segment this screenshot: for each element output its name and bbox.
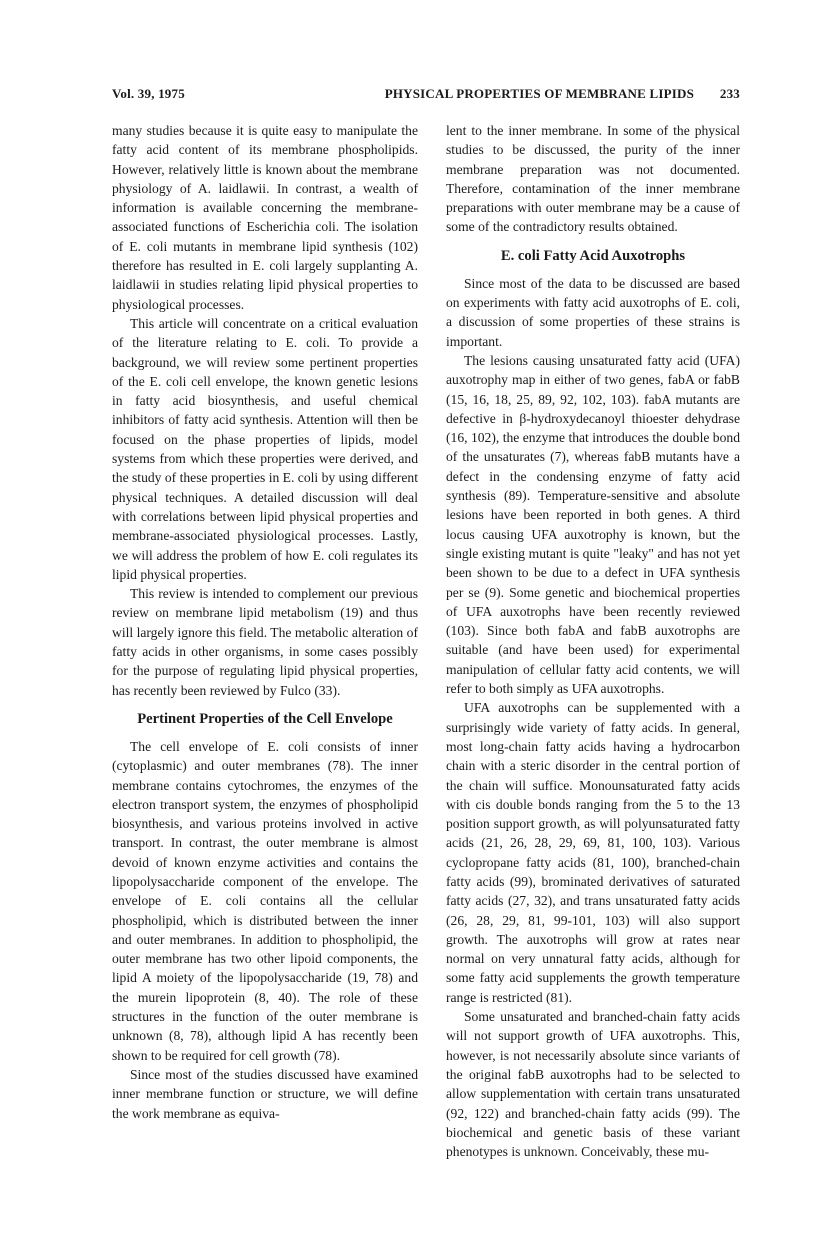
- section-heading-cell-envelope: Pertinent Properties of the Cell Envelope: [137, 710, 393, 727]
- right-paragraph-1: lent to the inner membrane. In some of the physical studies to be discussed, the purity of the inner membrane preparation was not documented. Therefore, contamination of the inner membrane preparations with outer membrane may be a cause of some of the contradictory results obtained.: [446, 123, 740, 235]
- right-column: [446, 121, 740, 1161]
- page-number: 233: [719, 86, 740, 101]
- left-column: [112, 121, 418, 1123]
- left-paragraph-3: This review is intended to complement our previous review on membrane lipid metabolism (19) and thus will largely ignore this field. The metabolic alteration of fatty acids in other organisms, in some cases possibly for the purpose of regulating lipid physical properties, has recently been reviewed by Fulco (33).: [112, 586, 418, 698]
- section-heading-auxotrophs: E. coli Fatty Acid Auxotrophs: [500, 247, 686, 264]
- left-paragraph-2: This article will concentrate on a critical evaluation of the literature relating to E. coli. To provide a background, we will review some pertinent properties of the E. coli cell envelope, the known genetic lesions in fatty acid biosynthesis, and useful chemical inhibitors of fatty acid synthesis. Attention will then be focused on the phase properties of lipids, model systems from which these properties were derived, and the study of these properties in E. coli by using different physical techniques. A detailed discussion will deal with correlations between lipid physical properties and membrane-associated physiological processes. Lastly, we will address the problem of how E. coli regulates its lipid physical properties.: [112, 315, 418, 582]
- right-paragraph-5: Some unsaturated and branched-chain fatty acids will not support growth of UFA auxotrophs. This, however, is not necessarily absolute since variants of the original fabB auxotrophs had to be selected to allow supplementation with certain trans unsaturated (92, 122) and branched-chain fatty acids (99). The biochemical and genetic basis of these variant phenotypes is unknown. Conceivably, these mu-: [446, 1009, 740, 1160]
- left-paragraph-5: Since most of the studies discussed have examined inner membrane function or structure, we will define the work membrane as equiva-: [112, 1066, 418, 1121]
- left-paragraph-4: The cell envelope of E. coli consists of inner (cytoplasmic) and outer membranes (78). The inner membrane contains cytochromes, the enzymes of the electron transport system, the enzymes of phospholipid biosynthesis, and various proteins involved in active transport. In contrast, the outer membrane is almost devoid of known enzyme activities and contains the lipopolysaccharide component of the envelope. The envelope of E. coli contains all the cellular phospholipid, which is distributed between the inner and outer membranes. In addition to phospholipid, the outer membrane has two other lipoid components, the lipid A moiety of the lipopolysaccharide (19, 78) and the murein lipoprotein (8, 40). The role of these structures in the function of the outer membrane is unknown (8, 78), although lipid A has recently been shown to be required for cell growth (78).: [112, 738, 418, 1063]
- running-header: [112, 86, 740, 110]
- left-paragraph-1: many studies because it is quite easy to manipulate the fatty acid content of its membrane phospholipids. However, relatively little is known about the membrane physiology of A. laidlawii. In contrast, a wealth of information is available concerning the membrane-associated functions of Escherichia coli. The isolation of E. coli mutants in membrane lipid synthesis (102) therefore has resulted in E. coli largely supplanting A. laidlawii in studies relating lipid physical properties to physiological processes.: [112, 123, 418, 312]
- volume-label: Vol. 39, 1975: [112, 86, 185, 101]
- right-paragraph-3: The lesions causing unsaturated fatty acid (UFA) auxotrophy map in either of two genes, fabA or fabB (15, 16, 18, 25, 89, 92, 102, 103). fabA mutants are defective in β-hydroxydecanoyl thioester dehydrase (16, 102), the enzyme that introduces the double bond of the unsaturates (7), whereas fabB mutants have a defect in the condensing enzyme of fatty acid synthesis (89). Temperature-sensitive and absolute lesions have been reported in both genes. A third locus causing UFA auxotrophy is known, but the single existing mutant is quite "leaky" and has not yet been shown to be due to a defect in UFA synthesis per se (9). Some genetic and biochemical properties of UFA auxotrophs have been recently reviewed (103). Since both fabA and fabB auxotrophs are suitable (and have been used) for experimental manipulation of cellular fatty acid contents, we will refer to both simply as UFA auxotrophs.: [446, 352, 740, 697]
- running-title: PHYSICAL PROPERTIES OF MEMBRANE LIPIDS: [384, 86, 694, 101]
- right-paragraph-2: Since most of the data to be discussed are based on experiments with fatty acid auxotrophs of E. coli, a discussion of some properties of these strains is important.: [446, 275, 740, 349]
- right-paragraph-4: UFA auxotrophs can be supplemented with a surprisingly wide variety of fatty acids. In general, most long-chain fatty acids having a hydrocarbon chain with a steric disorder in the central portion of the chain will suffice. Monounsaturated fatty acids with cis double bonds ranging from the 5 to the 13 position support growth, as will polyunsaturated fatty acids (21, 26, 28, 29, 69, 81, 100, 103). Various cyclopropane fatty acids (81, 100), branched-chain fatty acids (99), brominated derivatives of saturated fatty acids (27, 32), and trans unsaturated fatty acids (26, 28, 29, 81, 99-101, 103) will also support growth. The auxotrophs will grow at rates near normal on very unnatural fatty acids, although for some fatty acid supplements the growth temperature range is restricted (81).: [446, 700, 740, 1005]
